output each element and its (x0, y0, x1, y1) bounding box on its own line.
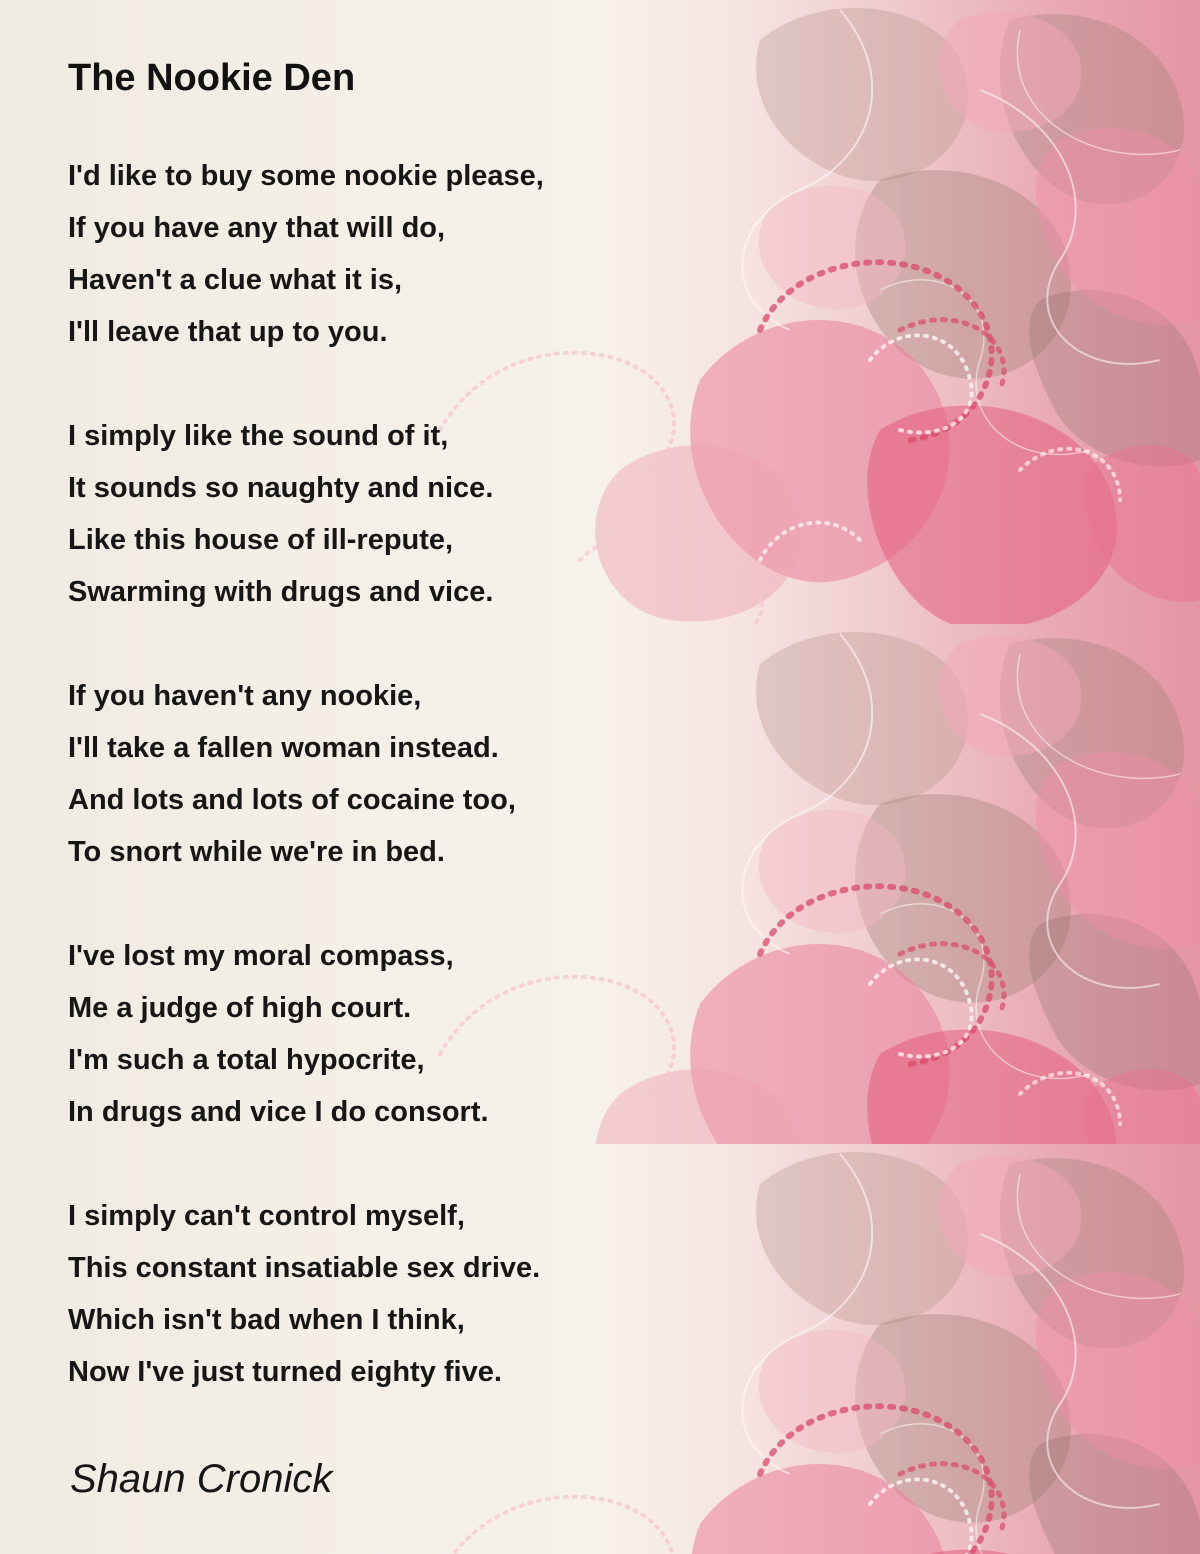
poem-line: If you have any that will do, (68, 212, 446, 244)
poem-line: This constant insatiable sex drive. (68, 1252, 541, 1284)
poem-line: Haven't a clue what it is, (68, 264, 403, 296)
poem-line: I'd like to buy some nookie please, (68, 160, 544, 192)
poem-line: I simply like the sound of it, (68, 420, 449, 452)
poem-line: Me a judge of high court. (68, 992, 412, 1024)
poem-line: If you haven't any nookie, (68, 680, 422, 712)
poem-line: And lots and lots of cocaine too, (68, 784, 516, 816)
poem-line: In drugs and vice I do consort. (68, 1096, 489, 1128)
poem-line: I've lost my moral compass, (68, 940, 454, 972)
poem-line: It sounds so naughty and nice. (68, 472, 494, 504)
poem-line: Now I've just turned eighty five. (68, 1356, 502, 1388)
poem-line: I'm such a total hypocrite, (68, 1044, 425, 1076)
poem-line: To snort while we're in bed. (68, 836, 445, 868)
poem-line: I'll leave that up to you. (68, 316, 388, 348)
poem-line: Swarming with drugs and vice. (68, 576, 494, 608)
poem-line: I simply can't control myself, (68, 1200, 465, 1232)
poem-line: I'll take a fallen woman instead. (68, 732, 499, 764)
poem-line: Like this house of ill-repute, (68, 524, 454, 556)
poem-title: The Nookie Den (68, 57, 356, 99)
poem-author: Shaun Cronick (70, 1457, 333, 1501)
poem-line: Which isn't bad when I think, (68, 1304, 465, 1336)
